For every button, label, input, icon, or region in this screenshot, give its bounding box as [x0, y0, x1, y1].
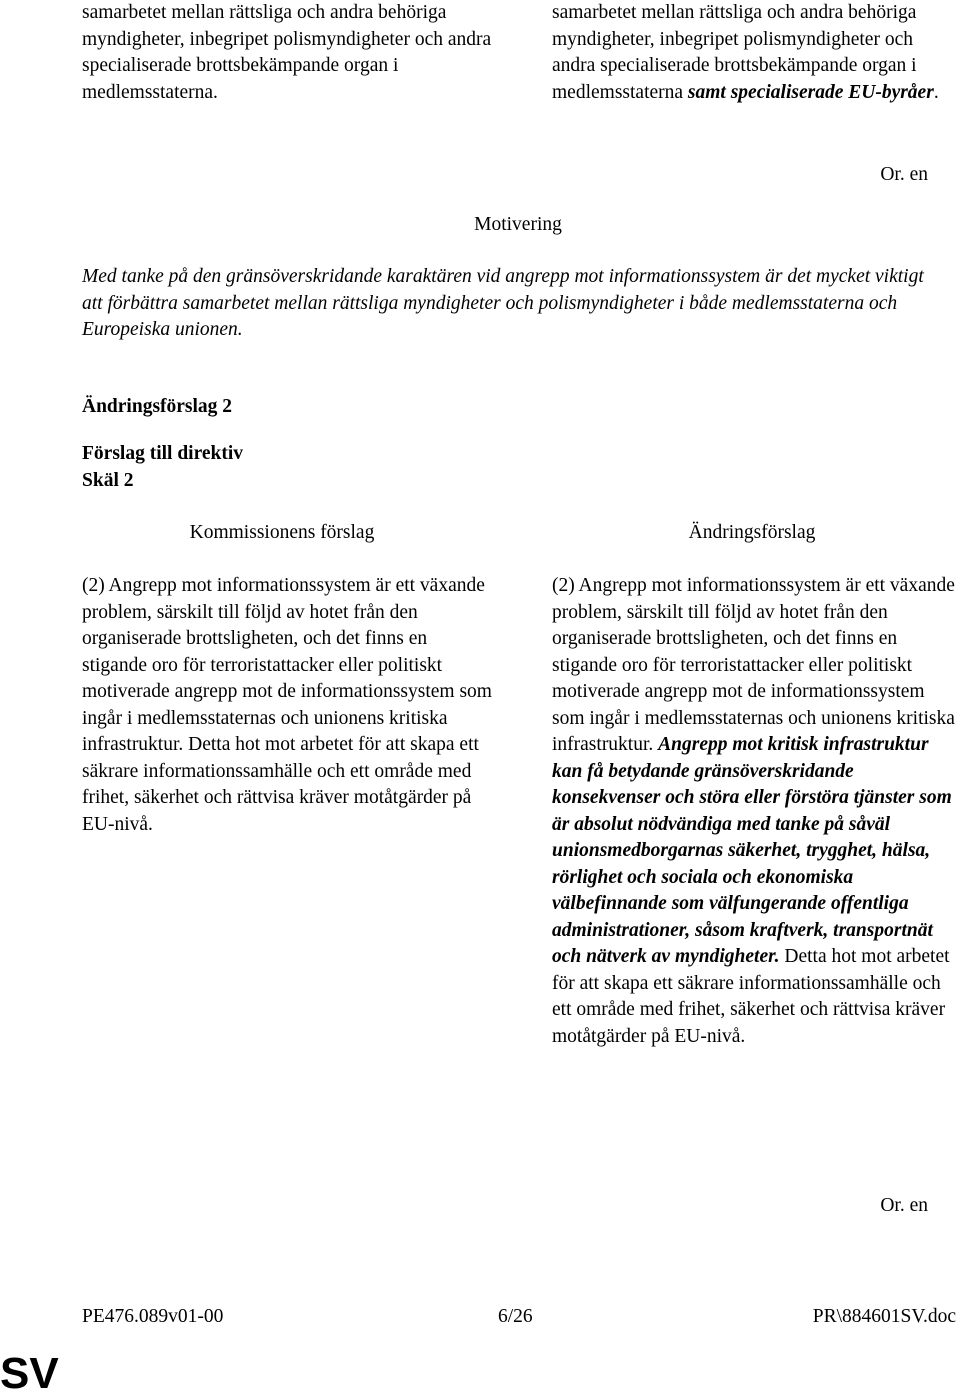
- previous-right-plain: samarbetet mellan rättsliga och andra behöriga myndigheter, inbegripet polismyndigheter och andra specialiserade brottsbekämpande organ i medlemsstaterna: [552, 2, 917, 103]
- previous-left-text: samarbetet mellan rättsliga och andra behöriga myndigheter, inbegripet polismyndigheter och andra specialiserade brottsbekämpande organ i medlemsstaterna.: [82, 2, 492, 103]
- footer-file-ref: PR\884601SV.doc: [812, 1306, 956, 1327]
- previous-amendment-proposed-text: [552, 0, 960, 106]
- commission-text: (2) Angrepp mot informationssystem är ett växande problem, särskilt till följd av hotet från den organiserade brottsligheten, och det finns en stigande oro för terroristattacker eller politiskt motiverade angrepp mot de informationssystem som ingår i medlemsstaternas och unionens kritiska infrastruktur. Detta hot mot arbetet för att skapa ett säkrare informationssamhälle och ett område med frihet, säkerhet och rättvisa kräver motåtgärder på EU-nivå.: [82, 575, 492, 835]
- recital-label: Skäl 2: [82, 470, 134, 491]
- original-language-label: Or. en: [880, 164, 928, 185]
- proposal-label: Förslag till direktiv: [82, 443, 244, 464]
- language-code: SV: [0, 1349, 59, 1398]
- original-language-label-2: Or. en: [880, 1195, 928, 1216]
- amendment-header: Ändringsförslag: [688, 522, 816, 543]
- previous-right-end: .: [933, 81, 939, 103]
- previous-right-added: samt specialiserade EU-byråer: [687, 81, 934, 103]
- amendment-text-plain-1: (2) Angrepp mot informationssystem är ett växande problem, särskilt till följd av hotet från den organiserade brottsligheten, och det finns en stigande oro för terroristattacker eller politiskt motiverade angrepp mot de informationssystem som ingår i medlemsstaternas och unionens kritiska infrastruktur.: [552, 575, 955, 755]
- footer-doc-ref: PE476.089v01-00: [82, 1306, 224, 1327]
- amendment-number: Ändringsförslag 2: [82, 396, 233, 417]
- previous-amendment-commission-text: [82, 0, 492, 106]
- footer-page-number: 6/26: [498, 1306, 533, 1327]
- amendment-text-plain-2: Detta hot mot arbetet för att skapa ett säkrare informationssamhälle och ett område med frihet, säkerhet och rättvisa kräver motåtgärder på EU-nivå.: [552, 946, 950, 1047]
- commission-proposal-text: [82, 573, 492, 838]
- amendment-text-added: Angrepp mot kritisk infrastruktur kan få betydande gränsöverskridande konsekvenser och störa eller förstöra tjänster som är absolut nödvändiga med tanke på såväl unionsmedborgarnas säkerhet, trygghet, hälsa, rörlighet och sociala och ekonomiska välbefinnande som välfungerande offentliga administrationer, såsom kraftverk, transportnät och nätverk av myndigheter.: [552, 734, 952, 967]
- justification-text: Med tanke på den gränsöverskridande karaktären vid angrepp mot informationssystem är det mycket viktigt att förbättra samarbetet mellan rättsliga myndigheter och polismyndigheter i både medlemsstaterna och Europeiska unionen.: [82, 266, 924, 340]
- justification-heading: Motivering: [474, 214, 562, 235]
- commission-proposal-header: Kommissionens förslag: [189, 522, 375, 543]
- amendment-proposed-text: [552, 573, 960, 1050]
